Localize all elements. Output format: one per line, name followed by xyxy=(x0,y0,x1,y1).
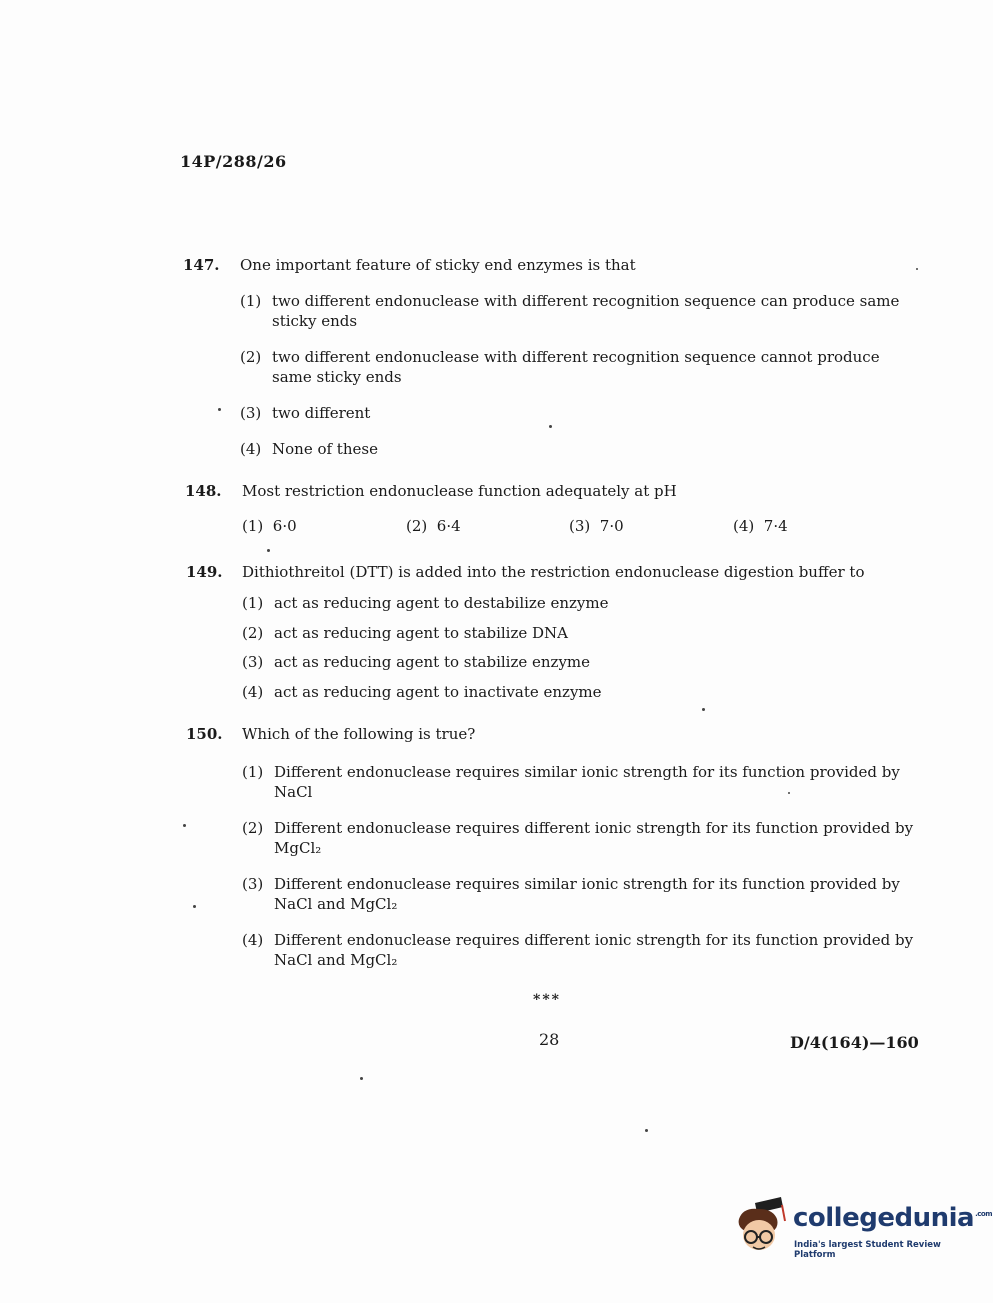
scan-speck xyxy=(788,792,790,794)
option-text: Different endonuclease requires different ionic strength for its function provided by NaCl and MgCl₂ xyxy=(274,931,914,969)
question-text: One important feature of sticky end enzymes is that xyxy=(240,256,636,274)
option-text: None of these xyxy=(272,440,378,458)
option-number: (3) xyxy=(240,404,262,422)
option-number: (2) xyxy=(242,819,264,837)
scan-speck xyxy=(702,708,705,711)
scan-speck xyxy=(916,268,918,270)
option xyxy=(569,517,624,535)
collegedunia-logo xyxy=(733,1197,992,1267)
option xyxy=(240,291,915,331)
end-stars: *** xyxy=(533,992,561,1008)
option-text: Different endonuclease requires similar ionic strength for its function provided by NaCl xyxy=(274,763,900,801)
option-number: (2) xyxy=(242,624,264,642)
option-text: act as reducing agent to inactivate enzyme xyxy=(274,683,602,701)
option-number: (4) xyxy=(240,440,262,458)
option-text: two different endonuclease with different recognition sequence can produce same sticky ends xyxy=(272,292,900,330)
option xyxy=(242,593,917,613)
footer-code: D/4(164)—160 xyxy=(790,1033,919,1052)
option-text: two different xyxy=(272,404,371,422)
page-number: 28 xyxy=(539,1030,560,1049)
option xyxy=(242,818,917,858)
scan-speck xyxy=(267,549,270,552)
option-number: (1) xyxy=(240,292,262,310)
question-text: Which of the following is true? xyxy=(242,725,476,743)
option-number: (2) xyxy=(406,517,428,535)
option xyxy=(240,439,915,459)
option-number: (3) xyxy=(242,653,264,671)
option-text: act as reducing agent to stabilize enzyme xyxy=(274,653,591,671)
option-text: act as reducing agent to destabilize enzyme xyxy=(274,594,609,612)
option xyxy=(242,682,917,702)
option-text: Different endonuclease requires different ionic strength for its function provided by MgCl₂ xyxy=(274,819,914,857)
scan-speck xyxy=(360,1077,363,1080)
question-number: 148. xyxy=(185,482,222,500)
option xyxy=(406,517,461,535)
question-number: 150. xyxy=(186,725,223,743)
option-text: act as reducing agent to stabilize DNA xyxy=(274,624,568,642)
question-text: Most restriction endonuclease function adequately at pH xyxy=(242,482,677,500)
option-number: (1) xyxy=(242,594,264,612)
option xyxy=(733,517,788,535)
option-number: (3) xyxy=(242,875,264,893)
option xyxy=(240,347,915,387)
question-number: 149. xyxy=(186,563,223,581)
option xyxy=(242,874,917,914)
scan-speck xyxy=(218,408,221,411)
brand-name: collegedunia$^{.com}$ xyxy=(793,1203,992,1233)
option-text: two different endonuclease with different recognition sequence cannot produce same sticky ends xyxy=(272,348,880,386)
option xyxy=(242,652,917,672)
option xyxy=(242,623,917,643)
option-number: (1) xyxy=(242,763,264,781)
scan-speck xyxy=(183,824,186,827)
option-number: (2) xyxy=(240,348,262,366)
scan-speck xyxy=(193,905,196,908)
option xyxy=(240,403,915,423)
brand-tagline: India's largest Student Review Platform xyxy=(794,1240,941,1260)
question-text: Dithiothreitol (DTT) is added into the restriction endonuclease digestion buffer to xyxy=(242,563,865,581)
scan-speck xyxy=(645,1129,648,1132)
paper-code: 14P/288/26 xyxy=(180,152,287,171)
option-number: (4) xyxy=(242,683,264,701)
option-text: 7·4 xyxy=(763,517,788,535)
option-number: (3) xyxy=(569,517,591,535)
option-text: Different endonuclease requires similar ionic strength for its function provided by NaCl and MgCl₂ xyxy=(274,875,900,913)
option-text: 6·4 xyxy=(436,517,461,535)
option-number: (1) xyxy=(242,517,264,535)
option xyxy=(242,517,297,535)
scan-speck xyxy=(549,425,552,428)
option-text: 6·0 xyxy=(272,517,297,535)
option-number: (4) xyxy=(733,517,755,535)
option-text: 7·0 xyxy=(599,517,624,535)
option xyxy=(242,930,917,970)
question-number: 147. xyxy=(183,256,220,274)
option-number: (4) xyxy=(242,931,264,949)
mascot-icon xyxy=(733,1197,791,1259)
option xyxy=(242,762,917,802)
